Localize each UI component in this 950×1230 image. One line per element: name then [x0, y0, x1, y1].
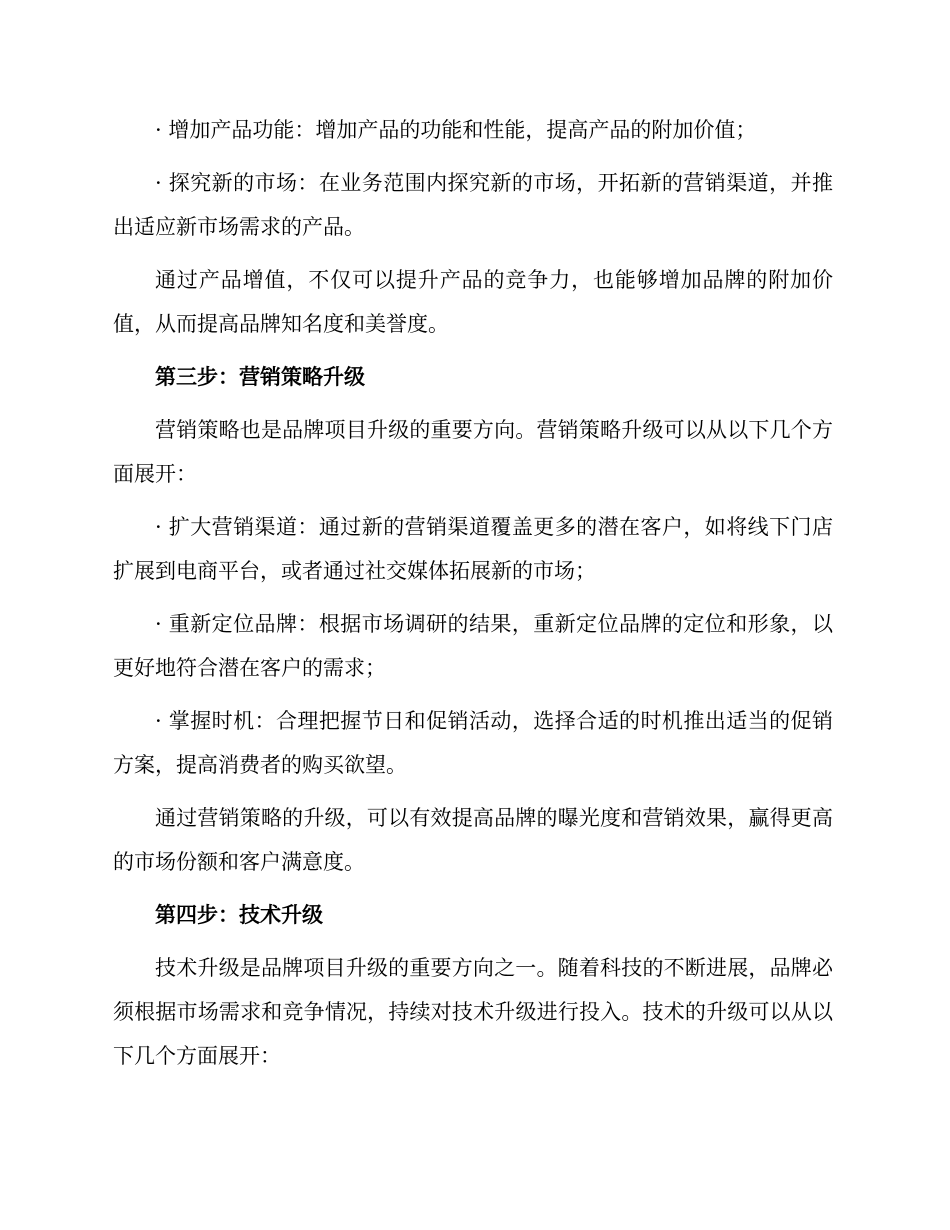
heading-step-three: 第三步：营销策略升级 [155, 365, 365, 389]
heading-step-four: 第四步：技术升级 [155, 903, 323, 927]
paragraph-marketing-strategy-summary: 通过营销策略的升级，可以有效提高品牌的曝光度和营销效果，赢得更高的市场份额和客户满意度。 [113, 806, 833, 874]
paragraph-technology-upgrade-intro: 技术升级是品牌项目升级的重要方向之一。随着科技的不断进展，品牌必须根据市场需求和竞争情况，持续对技术升级进行投入。技术的升级可以从以下几个方面展开： [113, 956, 833, 1068]
paragraph-product-value-added: 通过产品增值，不仅可以提升产品的竞争力，也能够增加品牌的附加价值，从而提高品牌知名度和美誉度。 [113, 268, 833, 336]
bullet-add-product-features: · 增加产品功能：增加产品的功能和性能，提高产品的附加价值； [155, 118, 757, 142]
paragraph-marketing-strategy-intro: 营销策略也是品牌项目升级的重要方向。营销策略升级可以从以下几个方面展开： [113, 418, 833, 486]
bullet-reposition-brand: · 重新定位品牌：根据市场调研的结果，重新定位品牌的定位和形象，以更好地符合潜在客户的需求； [113, 612, 833, 680]
bullet-expand-marketing-channels: · 扩大营销渠道：通过新的营销渠道覆盖更多的潜在客户，如将线下门店扩展到电商平台，或者通过社交媒体拓展新的市场； [113, 515, 833, 583]
bullet-seize-timing: · 掌握时机：合理把握节日和促销活动，选择合适的时机推出适当的促销方案，提高消费者的购买欲望。 [113, 709, 833, 777]
document-body [113, 108, 833, 1087]
bullet-explore-new-markets: · 探究新的市场：在业务范围内探究新的市场，开拓新的营销渠道，并推出适应新市场需求的产品。 [113, 171, 833, 239]
